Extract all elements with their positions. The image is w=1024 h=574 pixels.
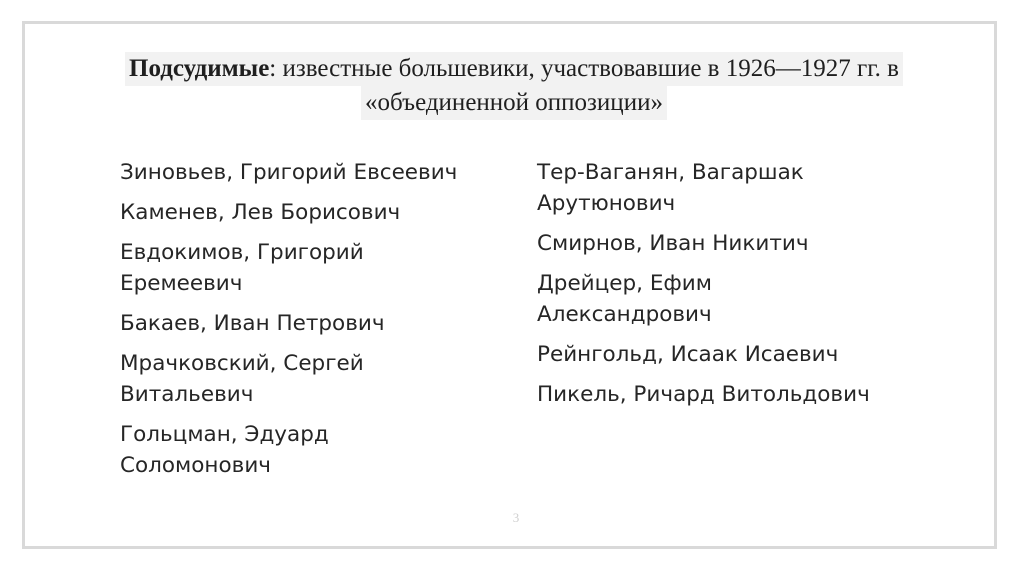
title-line-1-highlight	[125, 52, 903, 86]
title-line-2-highlight: «объединенной оппозиции»	[361, 86, 667, 120]
list-item	[537, 339, 917, 370]
list-item	[537, 268, 917, 330]
title-line-2	[55, 86, 973, 120]
name-line: Мрачковский, Сергей	[120, 351, 364, 376]
title-line-1	[55, 52, 973, 86]
name-line-continued: Александрович	[537, 302, 712, 327]
list-item	[537, 157, 917, 219]
title-rest: : известные большевики, участвовавшие в 1926—1927 гг. в	[269, 55, 899, 82]
name-line: Тер-Ваганян, Вагаршак	[537, 160, 804, 185]
right-name-column	[537, 157, 917, 419]
name-line: Рейнгольд, Исаак Исаевич	[537, 342, 839, 367]
name-line-continued: Соломонович	[120, 453, 271, 478]
name-line-continued: Арутюнович	[537, 191, 676, 216]
name-line: Евдокимов, Григорий	[120, 240, 364, 265]
list-item	[120, 157, 500, 188]
list-item	[120, 308, 500, 339]
name-line: Пикель, Ричард Витольдович	[537, 382, 870, 407]
name-line: Дрейцер, Ефим	[537, 271, 712, 296]
slide	[22, 21, 997, 549]
list-item	[120, 419, 500, 481]
list-item	[120, 197, 500, 228]
title-strong-word: Подсудимые	[129, 55, 270, 82]
left-name-column	[120, 157, 500, 490]
name-line: Бакаев, Иван Петрович	[120, 311, 385, 336]
name-line: Зиновьев, Григорий Евсеевич	[120, 160, 458, 185]
list-item	[537, 228, 917, 259]
name-line-continued: Витальевич	[120, 382, 254, 407]
list-item	[120, 348, 500, 410]
slide-title	[55, 52, 973, 120]
name-line: Гольцман, Эдуард	[120, 422, 329, 447]
list-item	[120, 237, 500, 299]
page-number: 3	[512, 510, 520, 525]
name-line: Каменев, Лев Борисович	[120, 200, 401, 225]
list-item	[537, 379, 917, 410]
name-line: Смирнов, Иван Никитич	[537, 231, 809, 256]
name-line-continued: Еремеевич	[120, 271, 243, 296]
